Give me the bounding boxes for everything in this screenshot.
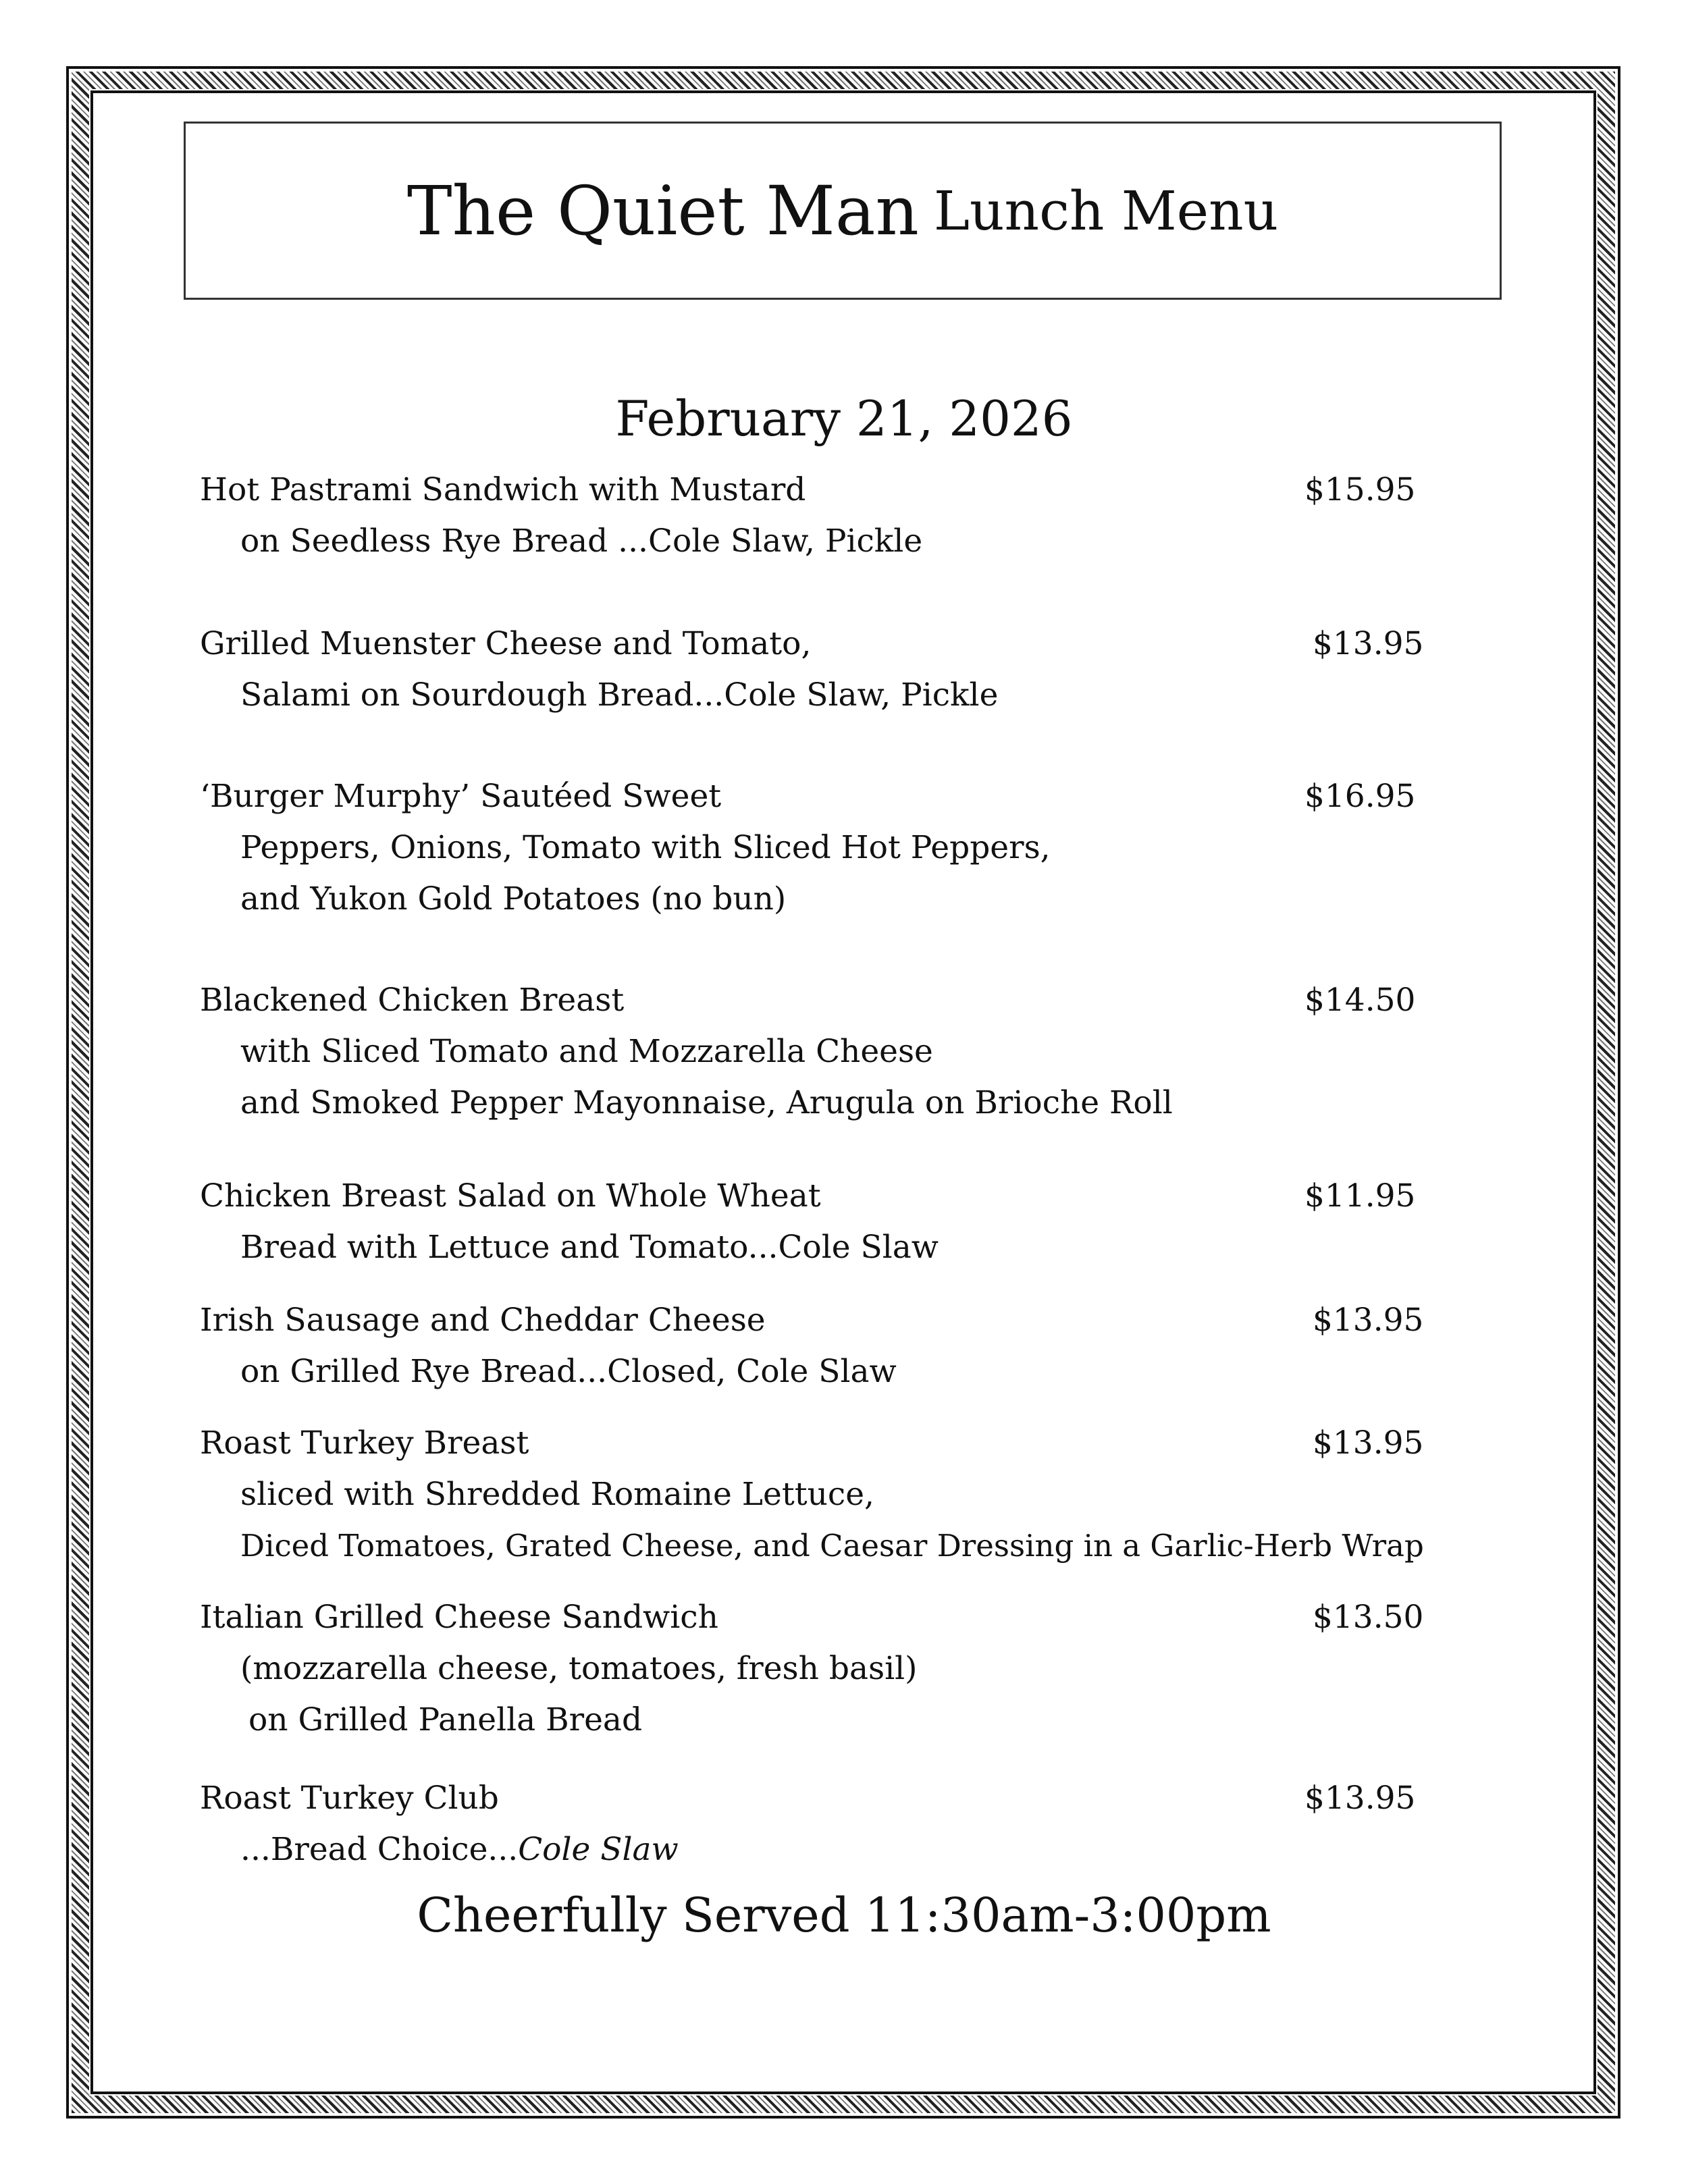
item-name: Blackened Chicken Breast xyxy=(200,982,625,1019)
item-price: $15.95 xyxy=(1304,471,1416,508)
item-description: with Sliced Tomato and Mozzarella Cheese xyxy=(240,1033,933,1070)
item-name: ‘Burger Murphy’ Sautéed Sweet xyxy=(200,778,722,815)
menu-item-blackened-chicken xyxy=(200,975,1483,1129)
menu-item-chicken-salad xyxy=(200,1171,1483,1273)
item-price: $13.95 xyxy=(1313,625,1424,662)
title-box xyxy=(184,122,1502,300)
menu-item-roast-turkey-club xyxy=(200,1773,1483,1875)
item-name: Irish Sausage and Cheddar Cheese xyxy=(200,1302,766,1339)
item-name: Roast Turkey Club xyxy=(200,1780,499,1817)
item-description: Bread with Lettuce and Tomato...Cole Slaw xyxy=(240,1229,939,1266)
menu-item-hot-pastrami xyxy=(200,464,1483,567)
menu-item-italian-grilled-cheese xyxy=(200,1592,1483,1746)
item-description: on Grilled Panella Bread xyxy=(248,1701,643,1738)
item-name: Hot Pastrami Sandwich with Mustard xyxy=(200,471,806,508)
menu-date: February 21, 2026 xyxy=(615,390,1073,447)
item-price: $13.95 xyxy=(1313,1424,1424,1462)
item-price: $13.50 xyxy=(1313,1599,1424,1636)
item-name: Roast Turkey Breast xyxy=(200,1424,529,1462)
item-description-text: ...Bread Choice... xyxy=(240,1831,519,1868)
item-description xyxy=(200,1824,1483,1875)
menu-item-irish-sausage xyxy=(200,1295,1483,1397)
item-description: on Seedless Rye Bread ...Cole Slaw, Pickle xyxy=(240,523,923,560)
item-description: Peppers, Onions, Tomato with Sliced Hot Peppers, xyxy=(240,829,1051,866)
item-price: $14.50 xyxy=(1304,982,1416,1019)
item-description: on Grilled Rye Bread...Closed, Cole Slaw xyxy=(240,1353,897,1390)
item-description: and Yukon Gold Potatoes (no bun) xyxy=(240,880,787,917)
item-price: $13.95 xyxy=(1313,1302,1424,1339)
item-name: Italian Grilled Cheese Sandwich xyxy=(200,1599,718,1636)
menu-item-grilled-muenster xyxy=(200,618,1483,721)
item-description: Salami on Sourdough Bread...Cole Slaw, Pickle xyxy=(240,676,999,714)
item-name: Grilled Muenster Cheese and Tomato, xyxy=(200,625,812,662)
item-description: Diced Tomatoes, Grated Cheese, and Caesar Dressing in a Garlic-Herb Wrap xyxy=(240,1528,1424,1564)
item-price: $16.95 xyxy=(1304,778,1416,815)
item-price: $13.95 xyxy=(1304,1780,1416,1817)
item-description-italic: Cole Slaw xyxy=(518,1831,679,1868)
serving-hours: Cheerfully Served 11:30am-3:00pm xyxy=(417,1888,1271,1943)
menu-item-burger-murphy xyxy=(200,771,1483,925)
menu-item-roast-turkey-breast xyxy=(200,1418,1483,1572)
restaurant-name: The Quiet Man xyxy=(406,171,919,250)
item-price: $11.95 xyxy=(1304,1177,1416,1215)
item-name: Chicken Breast Salad on Whole Wheat xyxy=(200,1177,821,1215)
item-description: (mozzarella cheese, tomatoes, fresh basil) xyxy=(240,1650,918,1687)
item-description: and Smoked Pepper Mayonnaise, Arugula on Brioche Roll xyxy=(240,1084,1173,1121)
item-description: sliced with Shredded Romaine Lettuce, xyxy=(240,1476,874,1513)
menu-type: Lunch Menu xyxy=(933,179,1279,242)
